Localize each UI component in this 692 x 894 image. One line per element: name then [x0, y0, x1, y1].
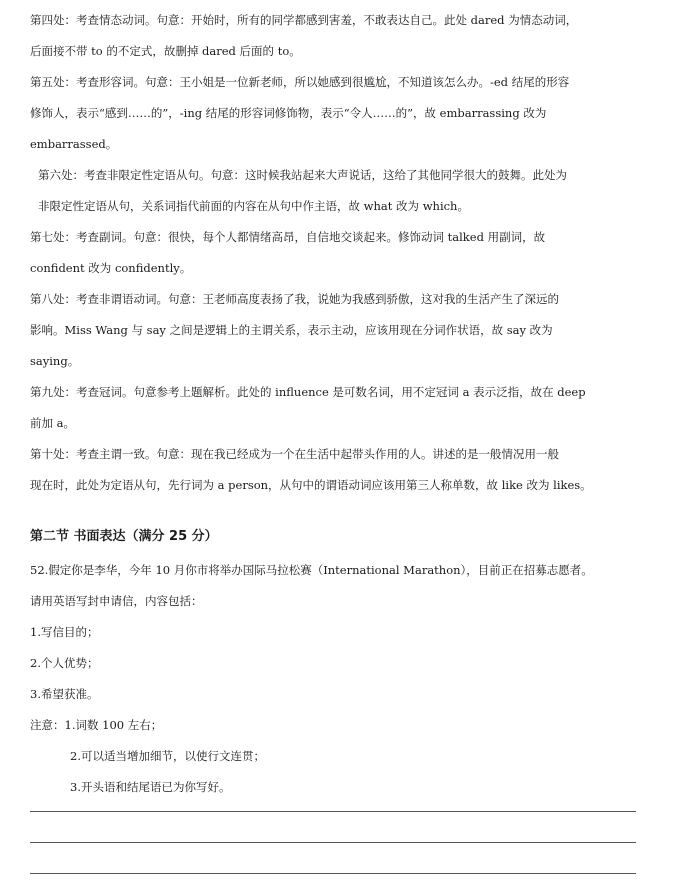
correction-9-line-1: 第九处：考查冠词。句意参考上题解析。此处的 influence 是可数名词，用不定冠词 a 表示泛指，故在 deep — [30, 385, 586, 399]
correction-7-line-2: confident 改为 confidently。 — [30, 261, 192, 275]
correction-5-line-1: 第五处：考查形容词。句意：王小姐是一位新老师，所以她感到很尴尬，不知道该怎么办。-ed 结尾的形容 — [30, 75, 570, 89]
correction-4-line-1: 第四处：考查情态动词。句意：开始时，所有的同学都感到害羞，不敢表达自己。此处 dared 为情态动词， — [30, 13, 578, 27]
correction-10-line-2: 现在时，此处为定语从句，先行词为 a person，从句中的谓语动词应该用第三人称单数，故 like 改为 likes。 — [30, 478, 592, 492]
answer-line-2[interactable] — [30, 842, 636, 843]
correction-4-line-2: 后面接不带 to 的不定式，故删掉 dared 后面的 to。 — [30, 44, 301, 58]
correction-8-line-1: 第八处：考查非谓语动词。句意：王老师高度表扬了我，说她为我感到骄傲，这对我的生活产生了深远的 — [30, 292, 559, 306]
correction-8-line-2: 影响。Miss Wang 与 say 之间是逻辑上的主谓关系，表示主动，应该用现在分词作状语，故 say 改为 — [30, 323, 553, 337]
content-point-2: 2.个人优势； — [30, 656, 99, 670]
content-point-3: 3.希望获准。 — [30, 687, 99, 701]
note-3: 3.开头语和结尾语已为你写好。 — [70, 780, 231, 794]
answer-line-1[interactable] — [30, 811, 636, 812]
prompt-line-1: 52.假定你是李华，今年 10 月你市将举办国际马拉松赛（International Marathon），目前正在招募志愿者。 — [30, 563, 593, 577]
section-heading: 第二节 书面表达（满分 25 分） — [30, 529, 218, 544]
answer-line-3[interactable] — [30, 873, 636, 874]
correction-6-line-1: 第六处：考查非限定性定语从句。句意：这时候我站起来大声说话，这给了其他同学很大的鼓舞。此处为 — [38, 168, 567, 182]
correction-5-line-2: 修饰人，表示“感到……的”，-ing 结尾的形容词修饰物，表示“令人……的”，故 embarrassing 改为 — [30, 106, 547, 120]
correction-8-line-3: saying。 — [30, 354, 80, 368]
correction-9-line-2: 前加 a。 — [30, 416, 76, 430]
prompt-line-2: 请用英语写封申请信，内容包括： — [30, 594, 203, 608]
correction-10-line-1: 第十处：考查主谓一致。句意：现在我已经成为一个在生活中起带头作用的人。讲述的是一般情况用一般 — [30, 447, 559, 461]
correction-5-line-3: embarrassed。 — [30, 137, 118, 151]
content-point-1: 1.写信目的； — [30, 625, 99, 639]
correction-7-line-1: 第七处：考查副词。句意：很快，每个人都情绪高昂，自信地交谈起来。修饰动词 talked 用副词，故 — [30, 230, 546, 244]
correction-6-line-2: 非限定性定语从句，关系词指代前面的内容在从句中作主语，故 what 改为 which。 — [38, 199, 469, 213]
note-2: 2.可以适当增加细节，以使行文连贯； — [70, 749, 265, 763]
note-1: 注意：1.词数 100 左右； — [30, 718, 163, 732]
